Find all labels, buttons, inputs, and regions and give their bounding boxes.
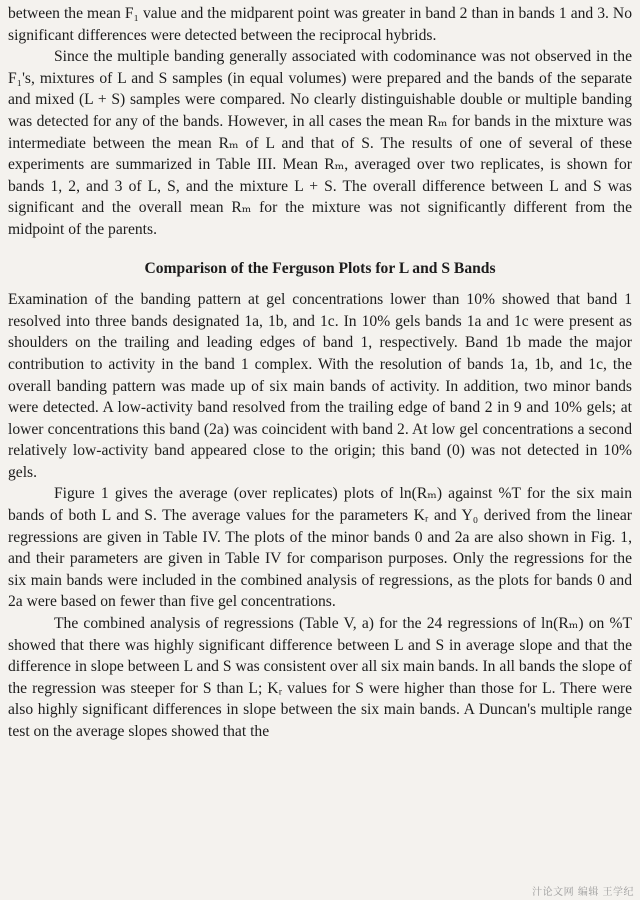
paragraph-continuation: between the mean F₁ value and the midparent point was greater in band 2 than in bands 1 and 3. No significant differences were detected between the reciprocal hybrids. <box>8 5 632 44</box>
watermark: 汁论文网 编辑 王学纪 <box>532 887 634 898</box>
paragraph-banding-pattern: Examination of the banding pattern at gel concentrations lower than 10% showed that band 1 resolved into three bands designated 1a, 1b, and 1c. In 10% gels bands 1a and 1c were present as shoulders on the trailing and leading edges of band 1, respectively. Band 1b made the major contribution to activity in the band 1 complex. With the resolution of bands 1a, 1b, and 1c, the overall banding pattern was made up of six main bands of activity. In addition, two minor bands were detected. A low-activity band resolved from the trailing edge of band 2 in 9 and 10% gels; at lower concentrations this band (2a) was coincident with band 2. At low gel concentrations a second relatively low-activity band appeared close to the origin; this band (0) was not detected in 10% gels. <box>8 291 632 481</box>
paragraph-mixture-experiments: Since the multiple banding generally associated with codominance was not observed in the F₁'s, mixtures of L and S samples (in equal volumes) were prepared and the bands of the separate and mixed (L + S) samples were compared. No clearly distinguishable double or multiple banding was detected for any of the bands. However, in all cases the mean Rₘ for bands in the mixture was intermediate between the mean Rₘ of L and that of S. The results of one of several of these experiments are summarized in Table III. Mean Rₘ, averaged over two replicates, is shown for bands 1, 2, and 3 of L, S, and the mixture L + S. The overall difference between L and S was significant and the overall mean Rₘ for the mixture was not significantly different from the midpoint of the parents. <box>8 48 632 238</box>
paragraph-figure-1: Figure 1 gives the average (over replicates) plots of ln(Rₘ) against %T for the six main bands of both L and S. The average values for the parameters Kᵣ and Y₀ derived from the linear regressions are given in Table IV. The plots of the minor bands 0 and 2a are also shown in Fig. 1, and their parameters are given in Table IV for comparison purposes. Only the regressions for the six main bands were included in the combined analysis of regressions, as the plots for bands 0 and 2a were based on fewer than five gel concentrations. <box>8 485 632 611</box>
section-heading: Comparison of the Ferguson Plots for L and S Bands <box>144 259 496 277</box>
paragraph-regression-analysis: The combined analysis of regressions (Table V, a) for the 24 regressions of ln(Rₘ) on %T showed that there was highly significant difference between L and S in average slope and that the difference in slope between L and S was consistent over all six main bands. In all bands the slope of the regression was steeper for S than L; Kᵣ values for S were higher than those for L. There were also highly significant differences in slope between the six main bands. A Duncan's multiple range test on the average slopes showed that the <box>8 615 632 740</box>
